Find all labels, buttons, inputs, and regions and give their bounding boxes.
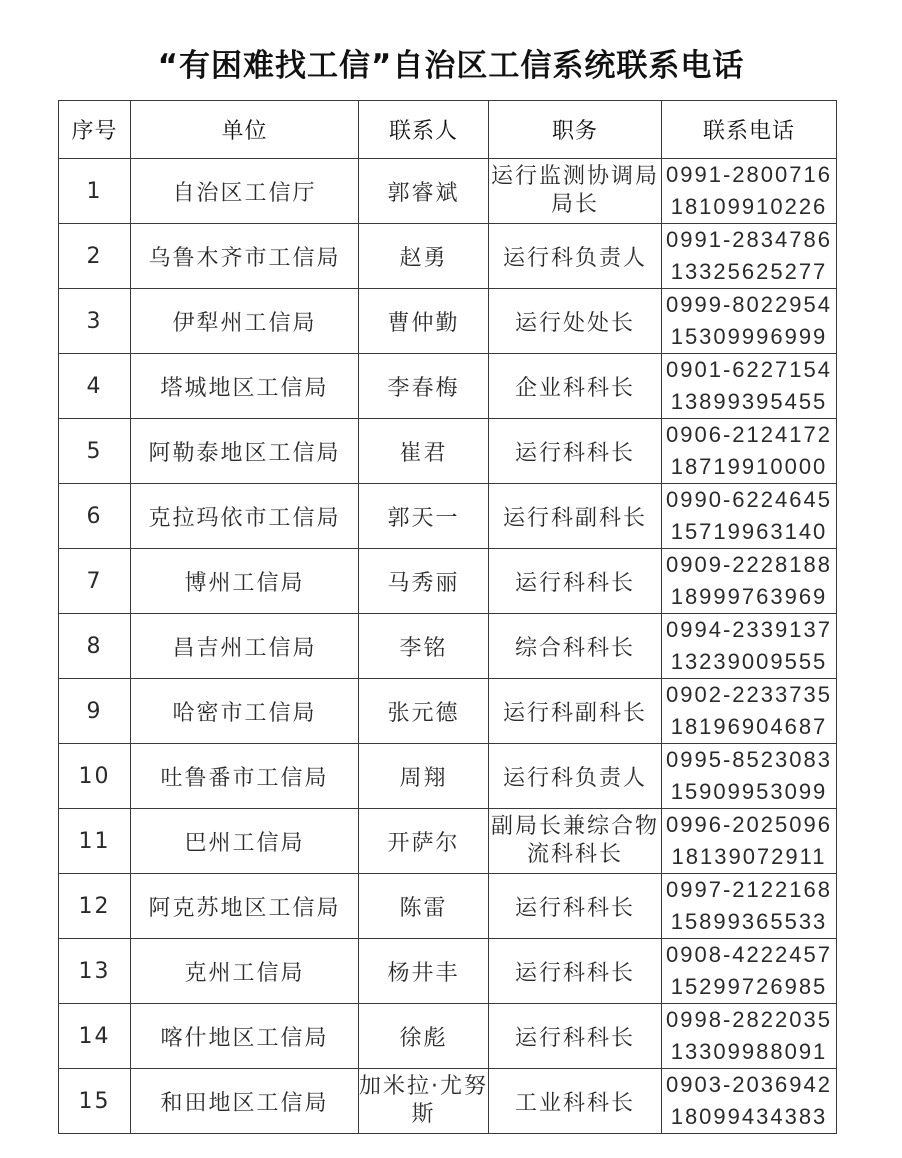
header-position: 职务	[489, 101, 662, 159]
mobile-number: 15299726985	[670, 974, 828, 999]
page-title: “有困难找工信”自治区工信系统联系电话	[157, 48, 745, 84]
landline-number: 0908-4222457	[666, 942, 832, 967]
unit-cell: 伊犁州工信局	[131, 289, 359, 354]
table-row	[59, 679, 837, 744]
landline-number: 0991-2834786	[666, 227, 832, 252]
contact-person-cell: 郭天一	[359, 484, 489, 549]
serial-number-cell: 5	[59, 419, 131, 484]
table-row	[59, 224, 837, 289]
mobile-number: 15309996999	[670, 324, 828, 349]
serial-number-cell: 7	[59, 549, 131, 614]
table-row	[59, 939, 837, 1004]
mobile-number: 18719910000	[670, 454, 828, 479]
position-cell: 企业科科长	[489, 354, 662, 419]
unit-cell: 吐鲁番市工信局	[131, 744, 359, 809]
unit-cell: 阿克苏地区工信局	[131, 874, 359, 939]
contact-table	[58, 100, 837, 1134]
position-cell: 运行科负责人	[489, 744, 662, 809]
serial-number-cell: 2	[59, 224, 131, 289]
landline-number: 0997-2122168	[666, 877, 832, 902]
serial-number-cell: 10	[59, 744, 131, 809]
landline-number: 0902-2233735	[666, 682, 832, 707]
unit-cell: 喀什地区工信局	[131, 1004, 359, 1069]
serial-number-cell: 6	[59, 484, 131, 549]
mobile-number: 13309988091	[670, 1039, 828, 1064]
contact-person-cell: 张元德	[359, 679, 489, 744]
unit-cell: 博州工信局	[131, 549, 359, 614]
table-row	[59, 874, 837, 939]
mobile-number: 15909953099	[670, 779, 828, 804]
unit-cell: 哈密市工信局	[131, 679, 359, 744]
phone-cell	[662, 874, 837, 939]
mobile-number: 15899365533	[670, 909, 828, 934]
phone-cell	[662, 679, 837, 744]
header-serial-number: 序号	[59, 101, 131, 159]
unit-cell: 巴州工信局	[131, 809, 359, 874]
mobile-number: 13239009555	[670, 649, 828, 674]
phone-cell	[662, 744, 837, 809]
mobile-number: 18099434383	[670, 1104, 828, 1129]
mobile-number: 13899395455	[670, 389, 828, 414]
table-row	[59, 614, 837, 679]
table-row	[59, 1069, 837, 1134]
position-cell: 运行科负责人	[489, 224, 662, 289]
serial-number-cell: 12	[59, 874, 131, 939]
header-unit: 单位	[131, 101, 359, 159]
position-cell: 运行处处长	[489, 289, 662, 354]
contact-person-cell: 周翔	[359, 744, 489, 809]
position-cell: 运行监测协调局局长	[489, 159, 662, 224]
landline-number: 0991-2800716	[666, 162, 832, 187]
landline-number: 0995-8523083	[666, 747, 832, 772]
position-cell: 综合科科长	[489, 614, 662, 679]
landline-number: 0903-2036942	[666, 1072, 832, 1097]
phone-cell	[662, 939, 837, 1004]
unit-cell: 昌吉州工信局	[131, 614, 359, 679]
landline-number: 0996-2025096	[666, 812, 832, 837]
unit-cell: 阿勒泰地区工信局	[131, 419, 359, 484]
table-row	[59, 1004, 837, 1069]
unit-cell: 和田地区工信局	[131, 1069, 359, 1134]
contact-person-cell: 陈雷	[359, 874, 489, 939]
header-phone: 联系电话	[662, 101, 837, 159]
serial-number-cell: 11	[59, 809, 131, 874]
landline-number: 0990-6224645	[666, 487, 832, 512]
contact-person-cell: 曹仲勤	[359, 289, 489, 354]
unit-cell: 自治区工信厅	[131, 159, 359, 224]
table-row	[59, 289, 837, 354]
position-cell: 运行科科长	[489, 549, 662, 614]
table-row	[59, 549, 837, 614]
table-row	[59, 159, 837, 224]
phone-cell	[662, 549, 837, 614]
header-contact-person: 联系人	[359, 101, 489, 159]
serial-number-cell: 15	[59, 1069, 131, 1134]
mobile-number: 18109910226	[670, 194, 828, 219]
mobile-number: 15719963140	[670, 519, 828, 544]
serial-number-cell: 8	[59, 614, 131, 679]
position-cell: 运行科副科长	[489, 484, 662, 549]
serial-number-cell: 4	[59, 354, 131, 419]
phone-cell	[662, 484, 837, 549]
unit-cell: 克州工信局	[131, 939, 359, 1004]
table-row	[59, 484, 837, 549]
contact-person-cell: 加米拉·尤努斯	[359, 1069, 489, 1134]
position-cell: 运行科科长	[489, 419, 662, 484]
table-row	[59, 419, 837, 484]
contact-person-cell: 徐彪	[359, 1004, 489, 1069]
position-cell: 副局长兼综合物流科科长	[489, 809, 662, 874]
contact-person-cell: 郭睿斌	[359, 159, 489, 224]
contact-person-cell: 开萨尔	[359, 809, 489, 874]
phone-cell	[662, 289, 837, 354]
serial-number-cell: 13	[59, 939, 131, 1004]
mobile-number: 13325625277	[670, 259, 828, 284]
phone-cell	[662, 1069, 837, 1134]
mobile-number: 18196904687	[670, 714, 828, 739]
contact-person-cell: 崔君	[359, 419, 489, 484]
landline-number: 0994-2339137	[666, 617, 832, 642]
phone-cell	[662, 159, 837, 224]
serial-number-cell: 3	[59, 289, 131, 354]
position-cell: 运行科科长	[489, 874, 662, 939]
contact-person-cell: 李春梅	[359, 354, 489, 419]
phone-cell	[662, 614, 837, 679]
landline-number: 0999-8022954	[666, 292, 832, 317]
serial-number-cell: 14	[59, 1004, 131, 1069]
position-cell: 运行科副科长	[489, 679, 662, 744]
table-row	[59, 744, 837, 809]
mobile-number: 18999763969	[670, 584, 828, 609]
contact-person-cell: 李铭	[359, 614, 489, 679]
position-cell: 运行科科长	[489, 939, 662, 1004]
unit-cell: 乌鲁木齐市工信局	[131, 224, 359, 289]
contact-person-cell: 马秀丽	[359, 549, 489, 614]
landline-number: 0901-6227154	[666, 357, 832, 382]
phone-cell	[662, 1004, 837, 1069]
serial-number-cell: 9	[59, 679, 131, 744]
position-cell: 工业科科长	[489, 1069, 662, 1134]
landline-number: 0909-2228188	[666, 552, 832, 577]
phone-cell	[662, 809, 837, 874]
landline-number: 0998-2822035	[666, 1007, 832, 1032]
mobile-number: 18139072911	[671, 844, 827, 869]
unit-cell: 塔城地区工信局	[131, 354, 359, 419]
contact-person-cell: 杨井丰	[359, 939, 489, 1004]
table-row	[59, 809, 837, 874]
unit-cell: 克拉玛依市工信局	[131, 484, 359, 549]
phone-cell	[662, 224, 837, 289]
contact-person-cell: 赵勇	[359, 224, 489, 289]
position-cell: 运行科科长	[489, 1004, 662, 1069]
table-header-row	[59, 101, 837, 159]
serial-number-cell: 1	[59, 159, 131, 224]
landline-number: 0906-2124172	[666, 422, 832, 447]
table-row	[59, 354, 837, 419]
phone-cell	[662, 354, 837, 419]
phone-cell	[662, 419, 837, 484]
table-body	[59, 159, 837, 1134]
